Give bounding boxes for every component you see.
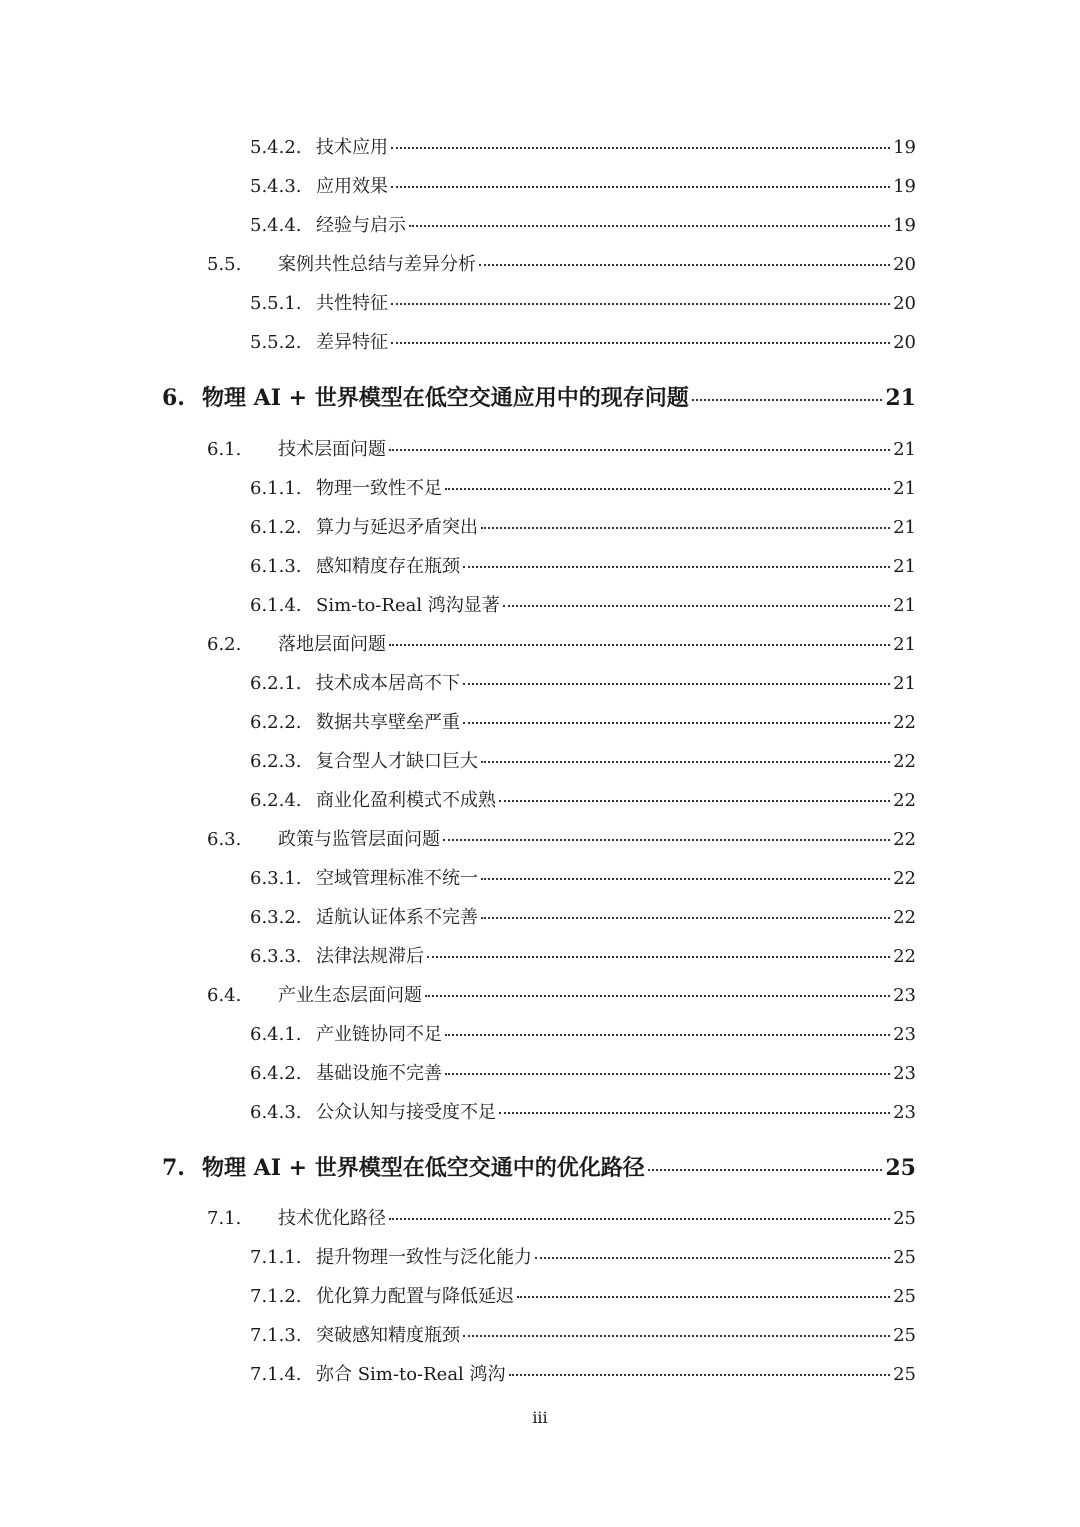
toc-entry-title: 产业生态层面问题 (278, 985, 422, 1006)
toc-entry-number: 6.2.4. (250, 790, 302, 811)
toc-entry-level-3[interactable] (250, 328, 916, 354)
toc-entry-level-3[interactable] (250, 474, 916, 500)
toc-dot-leader (463, 1335, 890, 1337)
toc-entry-page: 22 (893, 946, 916, 967)
toc-dot-leader (445, 1073, 890, 1075)
toc-entry-number: 5.5.2. (250, 332, 302, 353)
toc-entry-title: 经验与启示 (316, 215, 406, 236)
toc-entry-page: 19 (893, 176, 916, 197)
toc-dot-leader (463, 722, 890, 724)
toc-dot-leader (509, 1374, 891, 1376)
toc-entry-number: 6.4.1. (250, 1024, 302, 1045)
toc-dot-leader (481, 527, 890, 529)
toc-entry-number: 6.3. (207, 829, 242, 850)
toc-dot-leader (517, 1296, 890, 1298)
toc-dot-leader (463, 683, 890, 685)
toc-entry-title: 物理 AI + 世界模型在低空交通应用中的现存问题 (202, 385, 689, 411)
toc-entry-number: 6.1.4. (250, 595, 302, 616)
toc-entry-page: 22 (893, 790, 916, 811)
toc-entry-page: 23 (893, 1102, 916, 1123)
toc-entry-page: 22 (893, 751, 916, 772)
toc-entry-title: 落地层面问题 (278, 634, 386, 655)
toc-entry-page: 25 (893, 1325, 916, 1346)
toc-entry-level-2[interactable] (207, 250, 916, 276)
toc-entry-title: 商业化盈利模式不成熟 (316, 790, 496, 811)
toc-dot-leader (481, 917, 890, 919)
toc-entry-page: 19 (893, 215, 916, 236)
toc-entry-level-3[interactable] (250, 1321, 916, 1347)
toc-entry-page: 21 (893, 517, 916, 538)
toc-entry-number: 7.1. (207, 1208, 242, 1229)
toc-entry-level-3[interactable] (250, 1098, 916, 1124)
toc-entry-title: 弥合 Sim-to-Real 鸿沟 (316, 1364, 506, 1385)
toc-entry-number: 5.4.2. (250, 137, 302, 158)
toc-entry-level-2[interactable] (207, 825, 916, 851)
toc-entry-number: 6.3.1. (250, 868, 302, 889)
toc-entry-number: 6.3.3. (250, 946, 302, 967)
toc-entry-level-3[interactable] (250, 1360, 916, 1386)
toc-entry-page: 20 (893, 293, 916, 314)
toc-entry-number: 6.1.3. (250, 556, 302, 577)
toc-entry-level-3[interactable] (250, 669, 916, 695)
toc-entry-page: 25 (893, 1286, 916, 1307)
toc-entry-title: 适航认证体系不完善 (316, 907, 478, 928)
toc-entry-title: 感知精度存在瓶颈 (316, 556, 460, 577)
toc-dot-leader (443, 839, 890, 841)
toc-dot-leader (479, 264, 890, 266)
toc-entry-level-3[interactable] (250, 513, 916, 539)
toc-entry-number: 6.1.2. (250, 517, 302, 538)
toc-entry-title: 政策与监管层面问题 (278, 829, 440, 850)
toc-entry-page: 20 (893, 332, 916, 353)
toc-entry-title: 案例共性总结与差异分析 (278, 254, 476, 275)
toc-entry-number: 6.2.1. (250, 673, 302, 694)
toc-entry-number: 6.1. (207, 439, 242, 460)
toc-entry-level-2[interactable] (207, 981, 916, 1007)
toc-dot-leader (391, 303, 890, 305)
toc-entry-title: 提升物理一致性与泛化能力 (316, 1247, 532, 1268)
toc-entry-number: 5.4.3. (250, 176, 302, 197)
toc-dot-leader (425, 995, 890, 997)
page-number: iii (532, 1408, 548, 1427)
toc-entry-title: 差异特征 (316, 332, 388, 353)
toc-entry-number: 6.3.2. (250, 907, 302, 928)
toc-entry-number: 5.5. (207, 254, 242, 275)
toc-entry-level-2[interactable] (207, 1204, 916, 1230)
toc-entry-level-3[interactable] (250, 133, 916, 159)
toc-entry-title: 应用效果 (316, 176, 388, 197)
toc-entry-number: 6. (162, 385, 185, 411)
toc-entry-level-3[interactable] (250, 1282, 916, 1308)
toc-dot-leader (692, 399, 883, 401)
toc-entry-level-3[interactable] (250, 786, 916, 812)
toc-entry-page: 25 (893, 1364, 916, 1385)
toc-entry-level-1[interactable] (162, 1151, 916, 1183)
toc-entry-page: 21 (893, 595, 916, 616)
toc-entry-number: 6.4.3. (250, 1102, 302, 1123)
toc-entry-page: 21 (885, 385, 916, 411)
toc-entry-title: 数据共享壁垒严重 (316, 712, 460, 733)
toc-dot-leader (391, 342, 890, 344)
toc-entry-level-3[interactable] (250, 172, 916, 198)
toc-entry-page: 23 (893, 1063, 916, 1084)
toc-entry-number: 7. (162, 1155, 185, 1181)
toc-dot-leader (499, 1112, 890, 1114)
toc-entry-title: 基础设施不完善 (316, 1063, 442, 1084)
toc-entry-number: 6.2.2. (250, 712, 302, 733)
toc-entry-number: 6.2. (207, 634, 242, 655)
toc-entry-title: 物理 AI + 世界模型在低空交通中的优化路径 (202, 1155, 645, 1181)
toc-entry-level-3[interactable] (250, 1243, 916, 1269)
toc-entry-level-3[interactable] (250, 903, 916, 929)
toc-entry-page: 22 (893, 907, 916, 928)
toc-entry-page: 25 (885, 1155, 916, 1181)
toc-entry-number: 6.4.2. (250, 1063, 302, 1084)
toc-entry-page: 21 (893, 439, 916, 460)
toc-entry-number: 7.1.3. (250, 1325, 302, 1346)
toc-entry-level-3[interactable] (250, 1059, 916, 1085)
toc-entry-page: 25 (893, 1208, 916, 1229)
toc-entry-title: 物理一致性不足 (316, 478, 442, 499)
toc-entry-page: 22 (893, 868, 916, 889)
toc-entry-level-3[interactable] (250, 289, 916, 315)
toc-entry-title: 突破感知精度瓶颈 (316, 1325, 460, 1346)
toc-dot-leader (535, 1257, 890, 1259)
toc-entry-level-2[interactable] (207, 630, 916, 656)
toc-entry-level-3[interactable] (250, 708, 916, 734)
toc-dot-leader (499, 800, 890, 802)
toc-entry-page: 22 (893, 829, 916, 850)
toc-dot-leader (445, 1034, 890, 1036)
toc-entry-number: 6.1.1. (250, 478, 302, 499)
toc-entry-number: 5.5.1. (250, 293, 302, 314)
toc-entry-title: 优化算力配置与降低延迟 (316, 1286, 514, 1307)
toc-entry-title: 复合型人才缺口巨大 (316, 751, 478, 772)
toc-dot-leader (389, 449, 890, 451)
toc-entry-title: 技术成本居高不下 (316, 673, 460, 694)
toc-entry-page: 25 (893, 1247, 916, 1268)
toc-entry-page: 23 (893, 985, 916, 1006)
toc-entry-number: 5.4.4. (250, 215, 302, 236)
toc-entry-page: 23 (893, 1024, 916, 1045)
toc-dot-leader (409, 225, 890, 227)
toc-entry-number: 6.2.3. (250, 751, 302, 772)
toc-dot-leader (391, 186, 890, 188)
toc-entry-page: 20 (893, 254, 916, 275)
toc-dot-leader (427, 956, 890, 958)
toc-entry-level-3[interactable] (250, 864, 916, 890)
toc-entry-level-3[interactable] (250, 591, 916, 617)
toc-entry-title: 空域管理标准不统一 (316, 868, 478, 889)
toc-entry-title: 共性特征 (316, 293, 388, 314)
toc-entry-page: 22 (893, 712, 916, 733)
toc-entry-level-3[interactable] (250, 1020, 916, 1046)
toc-entry-title: 算力与延迟矛盾突出 (316, 517, 478, 538)
toc-dot-leader (391, 147, 890, 149)
toc-entry-page: 19 (893, 137, 916, 158)
toc-entry-level-3[interactable] (250, 211, 916, 237)
toc-dot-leader (481, 761, 890, 763)
toc-entry-number: 7.1.1. (250, 1247, 302, 1268)
toc-dot-leader (445, 488, 890, 490)
toc-entry-number: 6.4. (207, 985, 242, 1006)
toc-entry-number: 7.1.4. (250, 1364, 302, 1385)
toc-entry-title: 产业链协同不足 (316, 1024, 442, 1045)
toc-dot-leader (389, 1218, 890, 1220)
toc-entry-page: 21 (893, 478, 916, 499)
toc-entry-level-3[interactable] (250, 747, 916, 773)
toc-dot-leader (389, 644, 890, 646)
toc-dot-leader (481, 878, 890, 880)
toc-dot-leader (648, 1169, 883, 1171)
toc-entry-level-3[interactable] (250, 942, 916, 968)
toc-dot-leader (503, 605, 890, 607)
toc-entry-level-2[interactable] (207, 435, 916, 461)
toc-entry-title: 法律法规滞后 (316, 946, 424, 967)
toc-entry-level-1[interactable] (162, 381, 916, 413)
toc-entry-level-3[interactable] (250, 552, 916, 578)
toc-dot-leader (463, 566, 890, 568)
toc-entry-number: 7.1.2. (250, 1286, 302, 1307)
toc-entry-title: Sim-to-Real 鸿沟显著 (316, 595, 500, 616)
toc-entry-page: 21 (893, 673, 916, 694)
toc-entry-title: 公众认知与接受度不足 (316, 1102, 496, 1123)
toc-entry-title: 技术应用 (316, 137, 388, 158)
toc-entry-title: 技术层面问题 (278, 439, 386, 460)
toc-entry-page: 21 (893, 634, 916, 655)
toc-entry-title: 技术优化路径 (278, 1208, 386, 1229)
toc-entry-page: 21 (893, 556, 916, 577)
